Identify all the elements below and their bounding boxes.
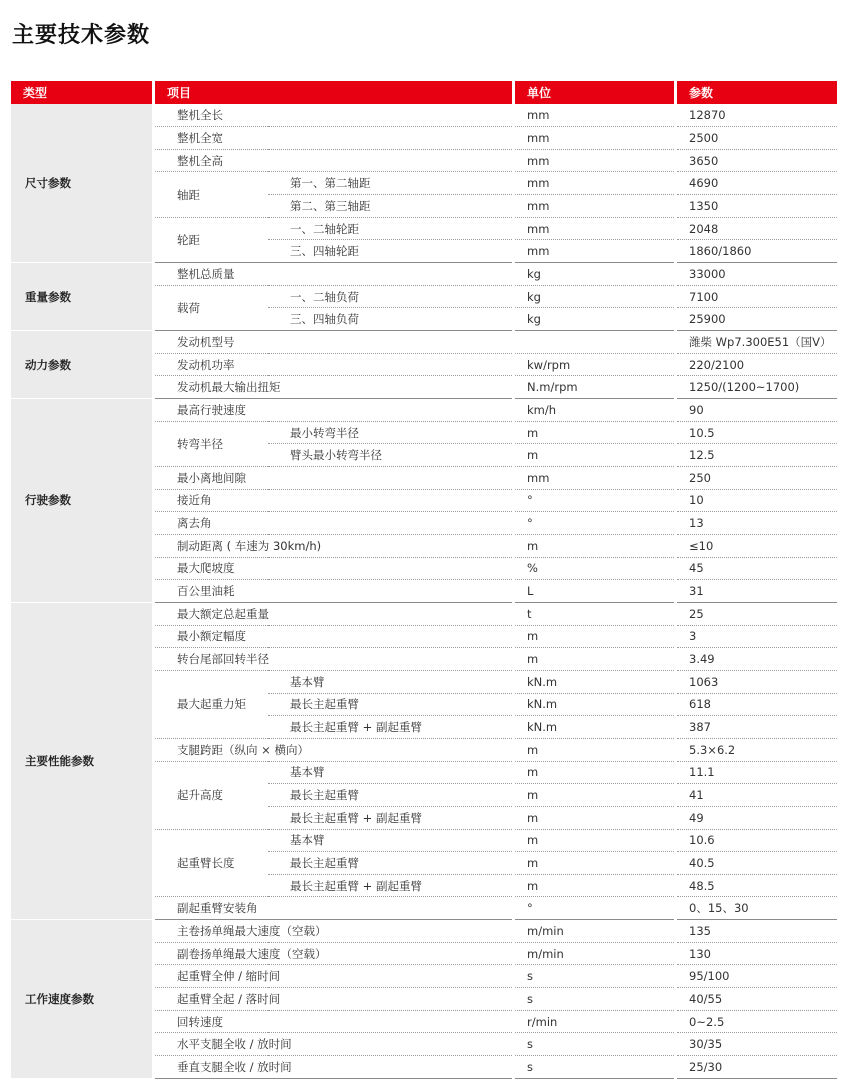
unit-cell: m [515, 444, 674, 467]
unit-cell: mm [515, 149, 674, 172]
table-row [11, 602, 837, 625]
value-cell: 1860/1860 [677, 240, 837, 263]
unit-cell: m [515, 625, 674, 648]
unit-cell: m [515, 648, 674, 671]
unit-cell: ° [515, 897, 674, 920]
unit-cell: kN.m [515, 670, 674, 693]
value-cell: 40.5 [677, 852, 837, 875]
item-cell: 发动机型号 [155, 331, 512, 354]
spec-table [11, 81, 837, 1079]
unit-cell: kw/rpm [515, 353, 674, 376]
value-cell: 10.5 [677, 421, 837, 444]
item-cell: 整机全高 [155, 149, 512, 172]
unit-cell: m/min [515, 920, 674, 943]
category-cell: 重量参数 [11, 263, 152, 331]
value-cell: 10.6 [677, 829, 837, 852]
table-row [11, 331, 837, 354]
value-cell: 40/55 [677, 988, 837, 1011]
unit-cell: m [515, 761, 674, 784]
item-cell: 轴距 [155, 172, 268, 217]
item-cell: 发动机最大输出扭矩 [155, 376, 512, 399]
category-cell: 尺寸参数 [11, 104, 152, 263]
unit-cell: mm [515, 104, 674, 127]
unit-cell: mm [515, 217, 674, 240]
unit-cell: kN.m [515, 716, 674, 739]
table-body [11, 104, 837, 1078]
value-cell: 0~2.5 [677, 1010, 837, 1033]
value-cell: 潍柴 Wp7.300E51（国Ⅴ） [677, 331, 837, 354]
value-cell: 2048 [677, 217, 837, 240]
unit-cell [515, 331, 674, 354]
value-cell: 30/35 [677, 1033, 837, 1056]
value-cell: 12870 [677, 104, 837, 127]
item-cell: 起升高度 [155, 761, 268, 829]
item-cell: 最大额定总起重量 [155, 602, 512, 625]
unit-cell: km/h [515, 399, 674, 422]
value-cell: ≤10 [677, 534, 837, 557]
value-cell: 13 [677, 512, 837, 535]
item-cell: 起重臂全伸 / 缩时间 [155, 965, 512, 988]
unit-cell: kg [515, 263, 674, 286]
sub-item-cell: 一、二轴负荷 [268, 285, 512, 308]
sub-item-cell: 基本臂 [268, 670, 512, 693]
unit-cell: ° [515, 512, 674, 535]
value-cell: 10 [677, 489, 837, 512]
item-cell: 整机总质量 [155, 263, 512, 286]
value-cell: 1350 [677, 195, 837, 218]
item-cell: 起重臂全起 / 落时间 [155, 988, 512, 1011]
item-cell: 载荷 [155, 285, 268, 330]
unit-cell: L [515, 580, 674, 603]
value-cell: 1063 [677, 670, 837, 693]
unit-cell: t [515, 602, 674, 625]
unit-cell: % [515, 557, 674, 580]
value-cell: 1250/(1200~1700) [677, 376, 837, 399]
unit-cell: kg [515, 308, 674, 331]
value-cell: 49 [677, 806, 837, 829]
sub-item-cell: 第一、第二轴距 [268, 172, 512, 195]
unit-cell: m [515, 874, 674, 897]
unit-cell: s [515, 965, 674, 988]
header-item: 项目 [155, 81, 512, 104]
item-cell: 整机全宽 [155, 127, 512, 150]
value-cell: 135 [677, 920, 837, 943]
unit-cell: mm [515, 127, 674, 150]
item-cell: 副卷扬单绳最大速度（空载） [155, 942, 512, 965]
item-cell: 制动距离 ( 车速为 30km/h) [155, 534, 512, 557]
unit-cell: m [515, 829, 674, 852]
sub-item-cell: 三、四轴负荷 [268, 308, 512, 331]
value-cell: 90 [677, 399, 837, 422]
table-row [11, 263, 837, 286]
item-cell: 整机全长 [155, 104, 512, 127]
value-cell: 12.5 [677, 444, 837, 467]
value-cell: 48.5 [677, 874, 837, 897]
value-cell: 3650 [677, 149, 837, 172]
value-cell: 33000 [677, 263, 837, 286]
sub-item-cell: 最长主起重臂 + 副起重臂 [268, 874, 512, 897]
item-cell: 垂直支腿全收 / 放时间 [155, 1056, 512, 1079]
value-cell: 250 [677, 467, 837, 490]
table-row [11, 920, 837, 943]
item-cell: 副起重臂安装角 [155, 897, 512, 920]
item-cell: 水平支腿全收 / 放时间 [155, 1033, 512, 1056]
header-type: 类型 [11, 81, 152, 104]
value-cell: 95/100 [677, 965, 837, 988]
sub-item-cell: 一、二轴轮距 [268, 217, 512, 240]
sub-item-cell: 臂头最小转弯半径 [268, 444, 512, 467]
value-cell: 5.3×6.2 [677, 738, 837, 761]
item-cell: 转台尾部回转半径 [155, 648, 512, 671]
item-cell: 支腿跨距（纵向 × 横向） [155, 738, 512, 761]
value-cell: 0、15、30 [677, 897, 837, 920]
value-cell: 387 [677, 716, 837, 739]
unit-cell: N.m/rpm [515, 376, 674, 399]
table-row [11, 104, 837, 127]
unit-cell: m [515, 784, 674, 807]
unit-cell: s [515, 988, 674, 1011]
item-cell: 转弯半径 [155, 421, 268, 466]
value-cell: 2500 [677, 127, 837, 150]
unit-cell: m [515, 738, 674, 761]
sub-item-cell: 最长主起重臂 [268, 784, 512, 807]
item-cell: 百公里油耗 [155, 580, 512, 603]
sub-item-cell: 第二、第三轴距 [268, 195, 512, 218]
unit-cell: s [515, 1056, 674, 1079]
sub-item-cell: 最长主起重臂 + 副起重臂 [268, 716, 512, 739]
value-cell: 41 [677, 784, 837, 807]
value-cell: 220/2100 [677, 353, 837, 376]
sub-item-cell: 基本臂 [268, 761, 512, 784]
item-cell: 回转速度 [155, 1010, 512, 1033]
category-cell: 主要性能参数 [11, 602, 152, 919]
unit-cell: ° [515, 489, 674, 512]
unit-cell: kN.m [515, 693, 674, 716]
value-cell: 130 [677, 942, 837, 965]
unit-cell: mm [515, 467, 674, 490]
unit-cell: m [515, 852, 674, 875]
item-cell: 起重臂长度 [155, 829, 268, 897]
item-cell: 最大起重力矩 [155, 670, 268, 738]
unit-cell: s [515, 1033, 674, 1056]
page-title: 主要技术参数 [12, 23, 151, 48]
value-cell: 3 [677, 625, 837, 648]
unit-cell: m [515, 534, 674, 557]
item-cell: 最大爬坡度 [155, 557, 512, 580]
item-cell: 发动机功率 [155, 353, 512, 376]
item-cell: 最小额定幅度 [155, 625, 512, 648]
value-cell: 11.1 [677, 761, 837, 784]
unit-cell: m/min [515, 942, 674, 965]
header-value: 参数 [677, 81, 837, 104]
unit-cell: r/min [515, 1010, 674, 1033]
sub-item-cell: 最长主起重臂 [268, 693, 512, 716]
value-cell: 7100 [677, 285, 837, 308]
item-cell: 离去角 [155, 512, 512, 535]
value-cell: 45 [677, 557, 837, 580]
item-cell: 最小离地间隙 [155, 467, 512, 490]
category-cell: 动力参数 [11, 331, 152, 399]
unit-cell: mm [515, 240, 674, 263]
item-cell: 轮距 [155, 217, 268, 262]
unit-cell: kg [515, 285, 674, 308]
unit-cell: m [515, 421, 674, 444]
item-cell: 接近角 [155, 489, 512, 512]
value-cell: 25900 [677, 308, 837, 331]
sub-item-cell: 最长主起重臂 [268, 852, 512, 875]
unit-cell: mm [515, 172, 674, 195]
value-cell: 25/30 [677, 1056, 837, 1079]
item-cell: 最高行驶速度 [155, 399, 512, 422]
sub-item-cell: 最小转弯半径 [268, 421, 512, 444]
value-cell: 25 [677, 602, 837, 625]
sub-item-cell: 三、四轴轮距 [268, 240, 512, 263]
table-header [11, 81, 837, 104]
sub-item-cell: 最长主起重臂 + 副起重臂 [268, 806, 512, 829]
header-unit: 单位 [515, 81, 674, 104]
unit-cell: m [515, 806, 674, 829]
value-cell: 618 [677, 693, 837, 716]
category-cell: 行驶参数 [11, 399, 152, 603]
value-cell: 31 [677, 580, 837, 603]
unit-cell: mm [515, 195, 674, 218]
sub-item-cell: 基本臂 [268, 829, 512, 852]
table-row [11, 399, 837, 422]
item-cell: 主卷扬单绳最大速度（空载） [155, 920, 512, 943]
value-cell: 4690 [677, 172, 837, 195]
value-cell: 3.49 [677, 648, 837, 671]
category-cell: 工作速度参数 [11, 920, 152, 1079]
